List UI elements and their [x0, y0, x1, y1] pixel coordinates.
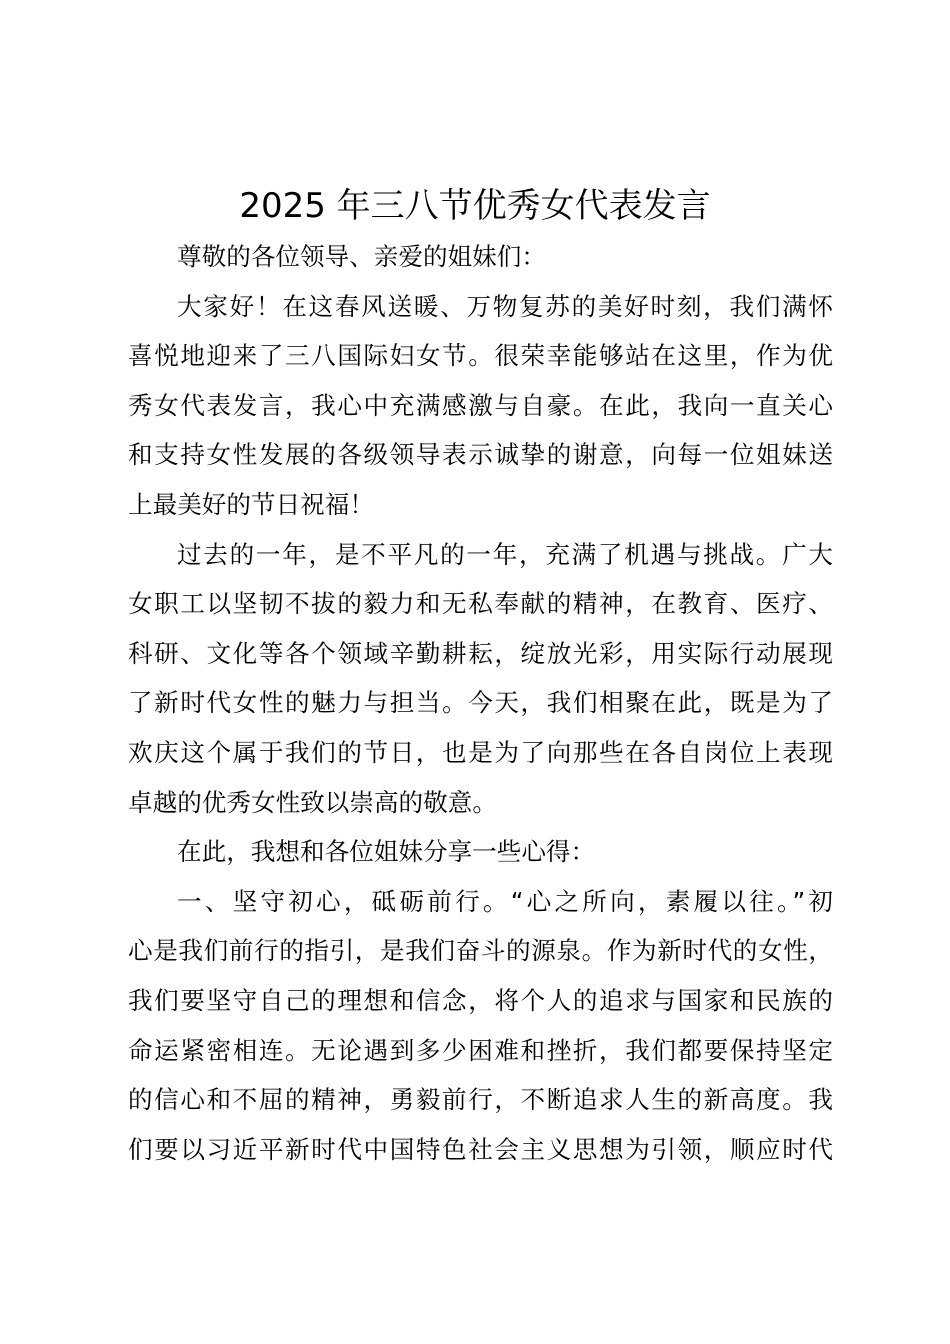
document-title: 2025 年三八节优秀女代表发言 [239, 186, 711, 226]
paragraph-line: 心是我们前行的指引，是我们奋斗的源泉。作为新时代的女性， [128, 936, 833, 966]
paragraph-line: 上最美好的节日祝福！ [128, 489, 374, 519]
paragraph-line: 卓越的优秀女性致以崇高的敬意。 [128, 787, 497, 817]
paragraph-line: 们要以习近平新时代中国特色社会主义思想为引领，顺应时代 [128, 1134, 833, 1164]
paragraph-line: 秀女代表发言，我心中充满感激与自豪。在此，我向一直关心 [128, 390, 833, 420]
paragraph-line: 一、坚守初心，砥砺前行。“心之所向，素履以往。”初 [177, 886, 833, 916]
paragraph-line: 喜悦地迎来了三八国际妇女节。很荣幸能够站在这里，作为优 [128, 341, 833, 371]
document-body [128, 232, 833, 1174]
salutation-line: 尊敬的各位领导、亲爱的姐妹们： [177, 242, 546, 271]
paragraph-line: 女职工以坚韧不拔的毅力和无私奉献的精神，在教育、医疗、 [128, 589, 833, 619]
paragraph-line: 命运紧密相连。无论遇到多少困难和挫折，我们都要保持坚定 [128, 1035, 833, 1065]
paragraph-line: 的信心和不屈的精神，勇毅前行，不断追求人生的新高度。我 [128, 1085, 833, 1115]
paragraph-line: 欢庆这个属于我们的节日，也是为了向那些在各自岗位上表现 [128, 737, 833, 767]
paragraph-line: 了新时代女性的魅力与担当。今天，我们相聚在此，既是为了 [128, 688, 833, 718]
paragraph-line: 过去的一年，是不平凡的一年，充满了机遇与挑战。广大 [177, 539, 833, 569]
paragraph-line: 在此，我想和各位姐妹分享一些心得： [177, 837, 596, 867]
paragraph-line: 和支持女性发展的各级领导表示诚挚的谢意，向每一位姐妹送 [128, 440, 833, 470]
paragraph-line: 大家好！在这春风送暖、万物复苏的美好时刻，我们满怀 [177, 291, 833, 321]
paragraph-line: 科研、文化等各个领域辛勤耕耘，绽放光彩，用实际行动展现 [128, 638, 833, 668]
paragraph-line: 我们要坚守自己的理想和信念，将个人的追求与国家和民族的 [128, 985, 833, 1015]
